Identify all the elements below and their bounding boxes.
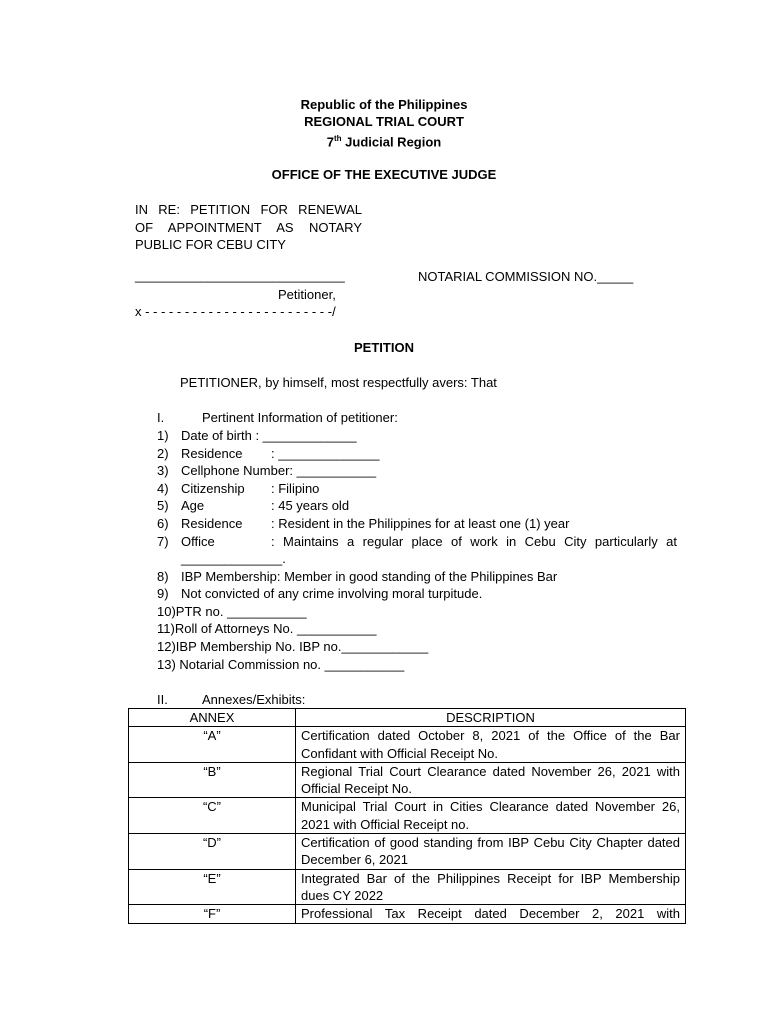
item-number: 6): [157, 515, 169, 531]
item-value: ___________: [293, 463, 377, 479]
annex-description: Regional Trial Court Clearance dated November 26, 2021 with Official Receipt No.: [296, 762, 686, 798]
item-value: ___________: [321, 656, 405, 672]
item-label: Not convicted of any crime involving moral turpitude.: [181, 586, 483, 602]
item-label: Roll of Attorneys No.: [174, 621, 294, 637]
item-value: : _____________: [251, 428, 357, 443]
item-label: Date of birth: [181, 428, 252, 443]
section-2-heading: Annexes/Exhibits:: [202, 692, 306, 707]
annex-label: “D”: [129, 834, 296, 870]
table-header-row: [129, 709, 686, 727]
region-suffix: th: [333, 134, 342, 143]
list-item: [157, 462, 677, 480]
caption-x-line: x - - - - - - - - - - - - - - - - - - - - - - - -/: [135, 304, 336, 319]
item-label: Citizenship: [181, 480, 245, 496]
column-header-annex: ANNEX: [129, 709, 296, 727]
list-item: [157, 656, 677, 674]
list-item: [157, 603, 677, 621]
item-label: Cellphone Number:: [181, 463, 294, 479]
intro-paragraph: PETITIONER, by himself, most respectfully avers: That: [180, 375, 497, 390]
item-value: : Resident in the Philippines for at least one (1) year: [271, 515, 570, 531]
section-1-heading: Pertinent Information of petitioner:: [202, 410, 398, 425]
column-header-description: DESCRIPTION: [296, 709, 686, 727]
annex-label: “F”: [129, 905, 296, 923]
section-1-number: I.: [157, 410, 165, 425]
item-number: 7): [157, 533, 169, 549]
petitioner-name-blank: _____________________________: [135, 268, 345, 283]
office-heading: OFFICE OF THE EXECUTIVE JUDGE: [271, 167, 497, 182]
item-number: 1): [157, 428, 169, 443]
list-item: [157, 533, 677, 568]
list-item: [157, 638, 677, 656]
list-item: [157, 620, 677, 638]
item-label: Residence: [181, 445, 243, 461]
region-number: 7: [326, 134, 334, 150]
annex-description: Certification of good standing from IBP Cebu City Chapter dated December 6, 2021: [296, 834, 686, 870]
annex-label: “B”: [129, 762, 296, 798]
item-value: Member in good standing of the Philippines Bar: [280, 568, 558, 584]
section-2-number: II.: [157, 692, 168, 707]
item-number: 4): [157, 480, 169, 496]
item-label: Age: [181, 498, 205, 514]
petition-title: PETITION: [354, 340, 414, 355]
case-caption: [135, 201, 362, 254]
list-item: [157, 480, 677, 498]
table-row: [129, 762, 686, 798]
table-row: [129, 869, 686, 905]
header-region: [0, 130, 768, 151]
table-row: [129, 905, 686, 923]
list-item: [157, 515, 677, 533]
annex-description: Professional Tax Receipt dated December 2, 2021 with: [296, 905, 686, 923]
item-label: IBP Membership:: [181, 568, 281, 584]
list-item: [157, 445, 677, 463]
petitioner-info-list: [157, 427, 677, 673]
annex-description: Municipal Trial Court in Cities Clearance dated November 26, 2021 with Official Receipt no.: [296, 798, 686, 834]
table-row: [129, 798, 686, 834]
item-number: 13): [157, 656, 176, 672]
notarial-commission-number: NOTARIAL COMMISSION NO._____: [418, 269, 634, 284]
list-item: [157, 427, 677, 445]
item-number: 8): [157, 568, 169, 584]
item-value: : Filipino: [271, 480, 320, 496]
list-item: [157, 585, 677, 603]
table-row: [129, 834, 686, 870]
header-court: REGIONAL TRIAL COURT: [304, 114, 464, 129]
caption-line-1: IN RE: PETITION FOR RENEWAL: [135, 202, 362, 217]
item-label: Office: [181, 533, 215, 549]
item-label: Notarial Commission no.: [179, 656, 322, 672]
caption-line-2: OF APPOINTMENT AS NOTARY: [135, 219, 362, 235]
list-item: [157, 497, 677, 515]
annex-label: “C”: [129, 798, 296, 834]
item-value: ___________: [223, 603, 307, 619]
item-value: : 45 years old: [271, 498, 350, 514]
table-row: [129, 727, 686, 763]
annex-label: “E”: [129, 869, 296, 905]
item-label: PTR no.: [175, 603, 224, 619]
item-number: 11): [157, 621, 175, 637]
petitioner-label: Petitioner,: [278, 287, 336, 302]
list-item: [157, 568, 677, 586]
item-number: 10): [157, 603, 176, 619]
item-number: 9): [157, 586, 169, 602]
item-number: 5): [157, 498, 169, 514]
annex-description: Certification dated October 8, 2021 of the Office of the Bar Confidant with Official Receipt No.: [296, 727, 686, 763]
item-number: 2): [157, 445, 169, 461]
annex-label: “A”: [129, 727, 296, 763]
item-label: IBP Membership No. IBP no.: [175, 638, 342, 654]
item-value: ____________: [341, 638, 429, 654]
caption-line-3: PUBLIC FOR CEBU CITY: [135, 237, 286, 252]
annex-description: Integrated Bar of the Philippines Receipt for IBP Membership dues CY 2022: [296, 869, 686, 905]
item-number: 3): [157, 463, 169, 479]
item-number: 12): [157, 638, 176, 654]
region-text: Judicial Region: [341, 134, 442, 150]
item-value: : ______________: [271, 445, 380, 461]
annex-table: [128, 708, 686, 924]
item-value: ___________: [293, 621, 377, 637]
item-value: : Maintains a regular place of work in Cebu City particularly at ______________.: [181, 533, 677, 567]
header-republic: Republic of the Philippines: [300, 97, 468, 112]
item-label: Residence: [181, 515, 243, 531]
